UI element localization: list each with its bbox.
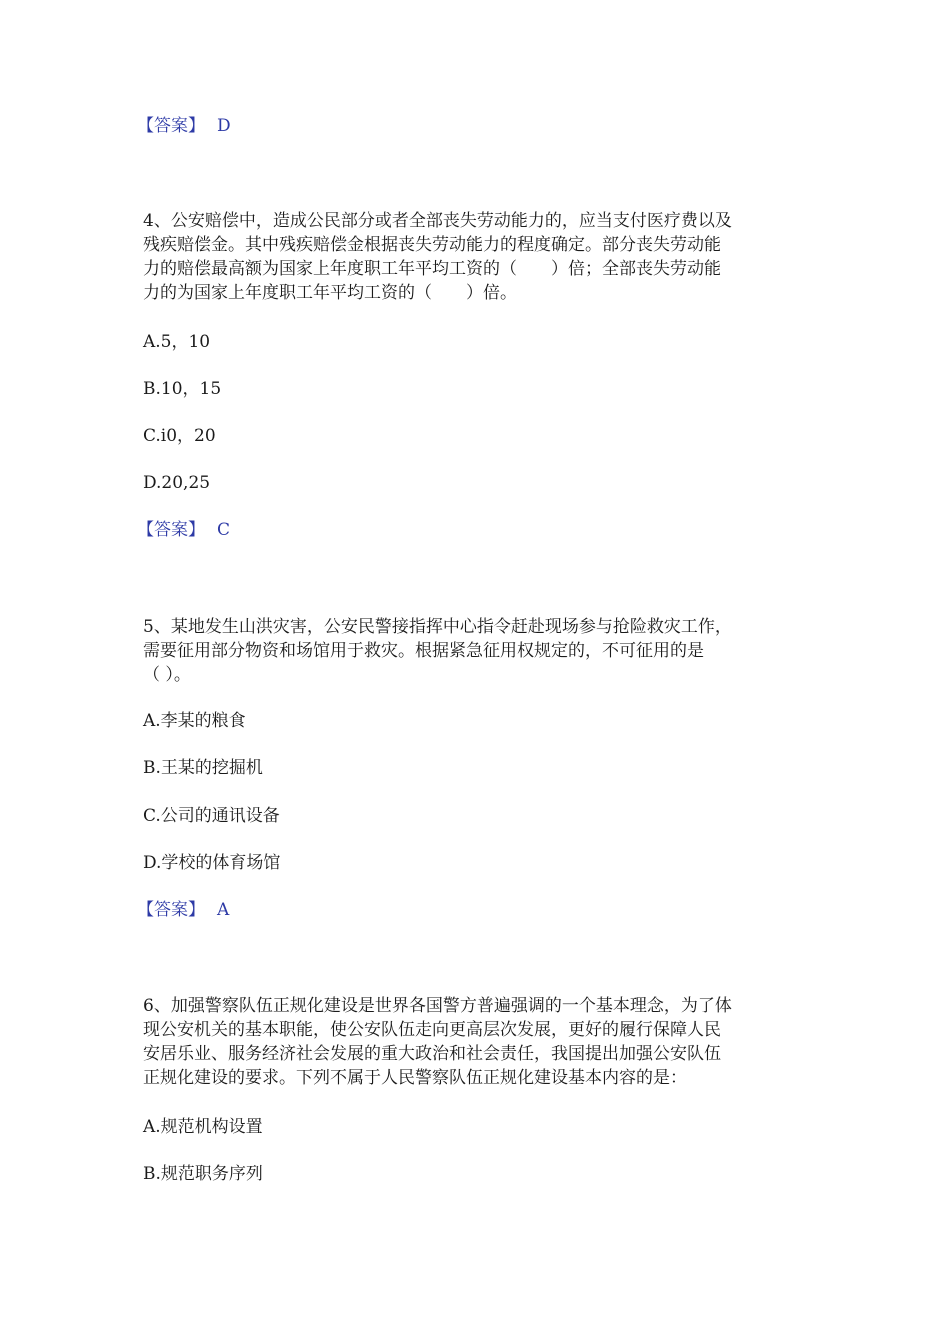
question-6-option-a: A.规范机构设置: [143, 1117, 263, 1137]
answer-line: [137, 898, 229, 922]
question-5-option-d: D.学校的体育场馆: [143, 853, 281, 873]
question-4-option-a: A.5，10: [143, 332, 211, 352]
question-line: 安居乐业、服务经济社会发展的重大政治和社会责任，我国提出加强公安队伍: [143, 1044, 721, 1064]
question-line: 5、某地发生山洪灾害，公安民警接指挥中心指令赶赴现场参与抢险救灾工作，: [143, 617, 732, 637]
question-6-option-b: B.规范职务序列: [143, 1164, 263, 1184]
question-line: （ ）。: [143, 665, 191, 685]
question-5-option-b: B.王某的挖掘机: [143, 758, 263, 778]
question-line: 力的为国家上年度职工年平均工资的（ ）倍。: [143, 283, 517, 303]
question-4-text: [143, 209, 823, 305]
question-5-option-a: A.李某的粮食: [143, 711, 246, 731]
answer-value: C: [217, 520, 231, 540]
question-line: 现公安机关的基本职能，使公安队伍走向更高层次发展，更好的履行保障人民: [143, 1020, 721, 1040]
answer-label: 【答案】: [137, 116, 205, 136]
question-line: 需要征用部分物资和场馆用于救灾。根据紧急征用权规定的，不可征用的是: [143, 641, 704, 661]
answer-line: [137, 518, 230, 542]
question-4-option-c: C.i0，20: [143, 426, 216, 446]
answer-value: D: [217, 116, 231, 136]
question-6-text: [143, 994, 823, 1090]
answer-label: 【答案】: [137, 520, 205, 540]
answer-label: 【答案】: [137, 900, 205, 920]
answer-line: [137, 114, 231, 138]
question-5-option-c: C.公司的通讯设备: [143, 806, 280, 826]
question-5-text: [143, 615, 823, 687]
question-line: 残疾赔偿金。其中残疾赔偿金根据丧失劳动能力的程度确定。部分丧失劳动能: [143, 235, 721, 255]
question-line: 4、公安赔偿中，造成公民部分或者全部丧失劳动能力的，应当支付医疗费以及: [143, 211, 732, 231]
question-4-option-d: D.20,25: [143, 473, 211, 493]
question-line: 正规化建设的要求。下列不属于人民警察队伍正规化建设基本内容的是：: [143, 1068, 687, 1088]
question-line: 6、加强警察队伍正规化建设是世界各国警方普遍强调的一个基本理念，为了体: [143, 996, 732, 1016]
question-line: 力的赔偿最高额为国家上年度职工年平均工资的（ ）倍；全部丧失劳动能: [143, 259, 721, 279]
answer-value: A: [217, 900, 230, 920]
question-4-option-b: B.10，15: [143, 379, 222, 399]
